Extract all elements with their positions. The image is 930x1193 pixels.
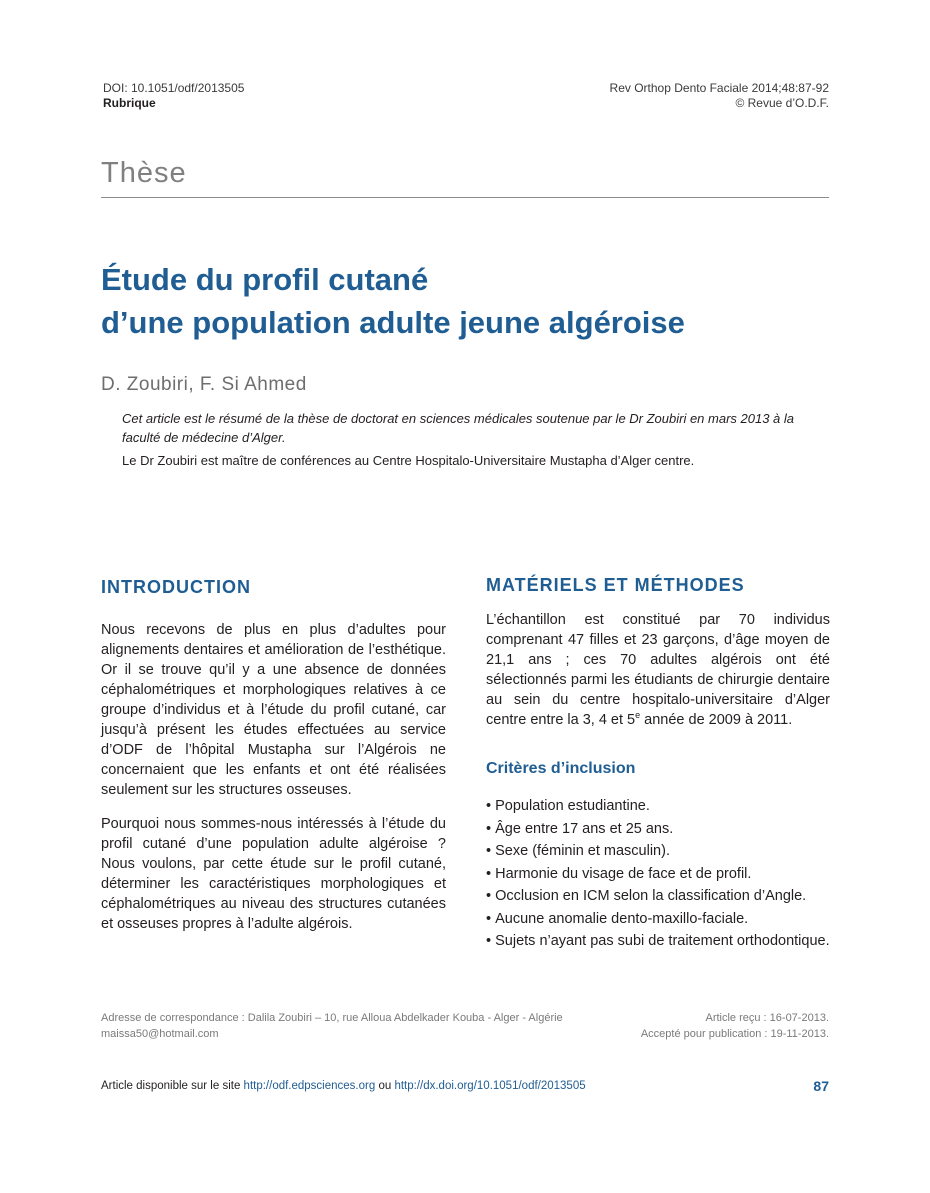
list-item: • Population estudiantine. bbox=[486, 795, 830, 818]
footer-prefix: Article disponible sur le site bbox=[101, 1080, 244, 1092]
methods-paragraph-1 bbox=[486, 610, 830, 730]
journal-citation: Rev Orthop Dento Faciale 2014;48:87-92 bbox=[609, 81, 829, 95]
journal-site-link[interactable]: http://odf.edpsciences.org bbox=[243, 1080, 376, 1092]
introduction-heading: INTRODUCTION bbox=[101, 577, 251, 597]
methods-body bbox=[486, 610, 830, 744]
title-line-2: d’une population adulte jeune algéroise bbox=[101, 305, 685, 340]
header-left bbox=[103, 81, 244, 111]
methods-text-a: L’échantillon est constitué par 70 individus comprenant 47 filles et 23 garçons, d’âge moyen de 21,1 ans ; ces 70 adultes algérois ont été sélectionnés parmi les étudiants de chirurgie dentaire au sein du centre hospitalo-universitaire d’Alger centre entre la 3, 4 et 5 bbox=[486, 612, 830, 728]
list-item: • Occlusion en ICM selon la classification d’Angle. bbox=[486, 885, 830, 908]
article-title bbox=[101, 258, 829, 344]
section-divider bbox=[101, 197, 829, 198]
header-right bbox=[610, 81, 829, 111]
doi-link[interactable]: http://dx.doi.org/10.1051/odf/2013505 bbox=[394, 1080, 586, 1092]
authors: D. Zoubiri, F. Si Ahmed bbox=[101, 374, 307, 395]
intro-paragraph-2: Pourquoi nous sommes-nous intéressés à l’étude du profil cutané d’une population adulte algéroise ? Nous voulons, par cette étude sur le profil cutané, déterminer les caractéristiques morphologiques et céphalométriques au niveau des structures cutanées et osseuses propres à l’adulte algérois. bbox=[101, 816, 446, 932]
methods-superscript: e bbox=[635, 710, 641, 720]
correspondence bbox=[101, 1010, 563, 1042]
received-date: Article reçu : 16-07-2013. bbox=[705, 1012, 829, 1024]
page-number: 87 bbox=[813, 1078, 829, 1094]
list-item: • Aucune anomalie dento-maxillo-faciale. bbox=[486, 908, 830, 931]
copyright-text: © Revue d’O.D.F. bbox=[735, 96, 829, 110]
accepted-date: Accepté pour publication : 19-11-2013. bbox=[640, 1028, 829, 1040]
intro-paragraph-1: Nous recevons de plus en plus d’adultes pour alignements dentaires et amélioration de l’esthétique. Or il se trouve qu’il y a une absence de données céphalométriques et morphologiques relatives à ce groupe d’individus et à l’étude du profil cutané, car jusqu’à présent les études effectuées au service d’ODF de l’hôpital Mustapha sur l’Algérois ne concernaient que les enfants et ont été réalisées seulement sur les structures osseuses. bbox=[101, 622, 446, 798]
list-item: • Sexe (féminin et masculin). bbox=[486, 840, 830, 863]
methods-text-b: année de 2009 à 2011. bbox=[640, 712, 793, 728]
section-label: Thèse bbox=[101, 157, 187, 189]
inclusion-criteria-heading: Critères d’inclusion bbox=[486, 760, 636, 777]
footer-mid: ou bbox=[375, 1080, 395, 1092]
introduction-body bbox=[101, 620, 446, 948]
list-item: • Âge entre 17 ans et 25 ans. bbox=[486, 818, 830, 841]
list-item: • Harmonie du visage de face et de profil. bbox=[486, 863, 830, 886]
rubrique-label: Rubrique bbox=[103, 96, 156, 110]
list-item: • Sujets n’ayant pas subi de traitement orthodontique. bbox=[486, 930, 830, 953]
thesis-note bbox=[122, 409, 830, 474]
correspondence-email: maissa50@hotmail.com bbox=[101, 1028, 219, 1040]
article-dates bbox=[641, 1010, 829, 1042]
thesis-note-line-1: Cet article est le résumé de la thèse de doctorat en sciences médicales soutenue par le Dr Zoubiri en mars 2013 à la faculté de médecine d’Alger. bbox=[122, 411, 795, 445]
methods-heading: MATÉRIELS ET MÉTHODES bbox=[486, 575, 745, 595]
title-line-1: Étude du profil cutané bbox=[101, 262, 429, 297]
thesis-note-line-2: Le Dr Zoubiri est maître de conférences au Centre Hospitalo-Universitaire Mustapha d’Alger centre. bbox=[122, 453, 695, 468]
correspondence-address: Adresse de correspondance : Dalila Zoubiri – 10, rue Alloua Abdelkader Kouba - Alger - Algérie bbox=[101, 1012, 563, 1024]
inclusion-criteria-list bbox=[486, 795, 830, 953]
footer-availability bbox=[101, 1080, 586, 1092]
doi-text: DOI: 10.1051/odf/2013505 bbox=[103, 81, 245, 95]
